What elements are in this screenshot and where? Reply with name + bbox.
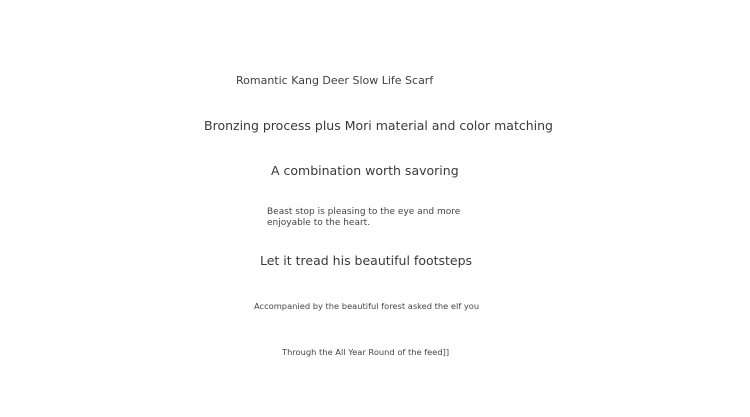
product-title: Romantic Kang Deer Slow Life Scarf xyxy=(236,74,434,87)
forest-text: Accompanied by the beautiful forest asked the elf you xyxy=(254,301,480,311)
year-round-text: Through the All Year Round of the feed]] xyxy=(282,347,450,357)
combination-text: A combination worth savoring xyxy=(271,163,459,178)
beast-text-line-1: Beast stop is pleasing to the eye and more xyxy=(267,207,461,217)
beast-text-line-2: enjoyable to the heart. xyxy=(267,218,371,228)
footsteps-text: Let it tread his beautiful footsteps xyxy=(260,253,473,268)
process-text: Bronzing process plus Mori material and color matching xyxy=(204,118,553,133)
